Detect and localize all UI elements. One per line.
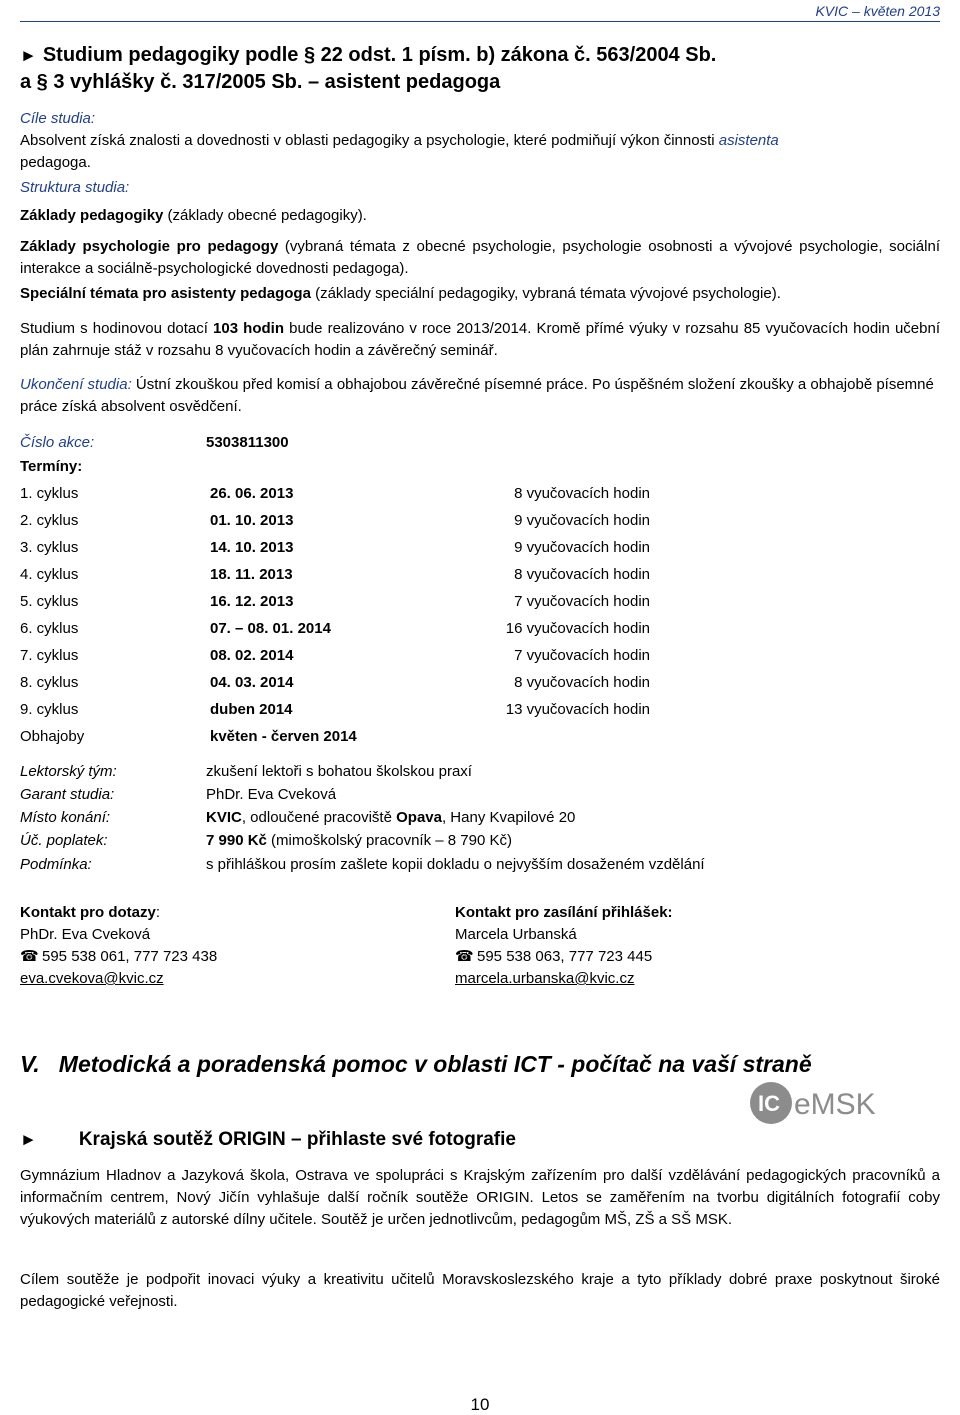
course-heading-line1: ► Studium pedagogiky podle § 22 odst. 1 písm. b) zákona č. 563/2004 Sb. <box>20 44 717 66</box>
term-date: 08. 02. 2014 <box>210 647 294 664</box>
structure-item-1: Základy pedagogiky (základy obecné pedagogiky). <box>20 207 367 224</box>
term-hours: 8 vyučovacích hodin <box>514 566 650 583</box>
contact-inquiries: Kontakt pro dotazy: PhDr. Eva Cveková ☎ 595 538 061, 777 723 438 eva.cvekova@kvic.cz <box>20 904 218 987</box>
detail-row-guarantor: Garant studia: PhDr. Eva Cveková <box>20 786 337 803</box>
competition-paragraph-1: Gymnázium Hladnov a Jazyková škola, Ostrava ve spolupráci s Krajským zařízením pro další vzdělávání pedagogických pracovníků a informačním centrem, Nový Jičín vyhlašuje další ročník soutěže ORIGIN. Letos se zaměřením na tvorbu digitálních fotografií coby výukových materiálů z autorské dílny učitele. Soutěž je určen jednotlivcům, pedagogům MŠ, ZŠ a SŠ MSK. <box>20 1167 940 1228</box>
term-date: duben 2014 <box>210 701 293 718</box>
term-cycle: 3. cyklus <box>20 539 79 556</box>
document-page <box>20 0 940 1415</box>
detail-row-team: Lektorský tým: zkušení lektoři s bohatou školskou praxí <box>20 763 472 780</box>
logo-prefix: IC <box>758 1091 780 1116</box>
competition-paragraph-2: Cílem soutěže je podpořit inovaci výuky a kreativitu učitelů Moravskoslezského kraje a tyto příklady dobré praxe poskytnout široké pedagogické veřejnosti. <box>20 1271 940 1310</box>
term-row <box>20 618 940 640</box>
term-row <box>20 726 940 748</box>
term-hours: 9 vyučovacích hodin <box>514 512 650 529</box>
competition-heading: ► Krajská soutěž ORIGIN – přihlaste své fotografie <box>20 1129 516 1150</box>
term-row <box>20 510 940 532</box>
term-cycle: 9. cyklus <box>20 701 79 718</box>
term-hours: 8 vyučovacích hodin <box>514 674 650 691</box>
terms-label: Termíny: <box>20 458 83 475</box>
term-row <box>20 591 940 613</box>
term-date: 01. 10. 2013 <box>210 512 294 529</box>
page-header: KVIC – květen 2013 <box>815 3 940 19</box>
icemsk-logo <box>748 1080 898 1126</box>
term-row <box>20 564 940 586</box>
term-cycle: 5. cyklus <box>20 593 79 610</box>
telephone-icon: ☎ <box>20 948 39 965</box>
aims-text: Absolvent získá znalosti a dovednosti v oblasti pedagogiky a psychologie, které podmiňují výkon činnosti asistenta pedagoga. <box>20 132 779 171</box>
terms-table <box>20 483 940 753</box>
term-hours: 16 vyučovacích hodin <box>505 620 650 637</box>
logo-text: eMSK <box>794 1088 876 1121</box>
term-row <box>20 699 940 721</box>
section-heading: V. Metodická a poradenská pomoc v oblasti ICT - počítač na vaší straně <box>20 1051 812 1077</box>
details-block <box>20 761 940 881</box>
term-cycle: 1. cyklus <box>20 485 79 502</box>
term-cycle: 6. cyklus <box>20 620 79 637</box>
term-row <box>20 483 940 505</box>
term-hours: 8 vyučovacích hodin <box>514 485 650 502</box>
term-date: 16. 12. 2013 <box>210 593 294 610</box>
structure-item-2: Základy psychologie pro pedagogy (vybraná témata z obecné psychologie, psychologie osobnosti a vývojové psychologie, sociální interakce a sociálně-psychologické dovednosti pedagoga). <box>20 238 940 277</box>
term-date: 04. 03. 2014 <box>210 674 294 691</box>
structure-label: Struktura studia: <box>20 179 130 196</box>
detail-row-place: Místo konání: KVIC, odloučené pracoviště Opava, Hany Kvapilové 20 <box>20 809 576 826</box>
term-cycle: 2. cyklus <box>20 512 79 529</box>
term-date: 26. 06. 2013 <box>210 485 294 502</box>
term-row <box>20 537 940 559</box>
term-hours: 9 vyučovacích hodin <box>514 539 650 556</box>
study-paragraph: Studium s hodinovou dotací 103 hodin bude realizováno v roce 2013/2014. Kromě přímé výuky v rozsahu 85 vyučovacích hodin učební plán zahrnuje stáž v rozsahu 8 vyučovacích hodin a závěrečný seminář. <box>20 320 940 359</box>
detail-row-condition: Podmínka: s přihláškou prosím zašlete kopii dokladu o nejvyšším dosaženém vzdělání <box>20 856 705 873</box>
term-cycle: Obhajoby <box>20 728 85 745</box>
aims-label: Cíle studia: <box>20 110 96 127</box>
telephone-icon: ☎ <box>455 948 474 965</box>
email-link[interactable]: eva.cvekova@kvic.cz <box>20 970 164 987</box>
term-cycle: 8. cyklus <box>20 674 79 691</box>
page-number: 10 <box>470 1395 490 1414</box>
bullet-arrow-icon: ► <box>20 1130 37 1149</box>
action-row: Číslo akce: 5303811300 <box>20 434 289 451</box>
term-row <box>20 645 940 667</box>
bullet-arrow-icon: ► <box>20 46 37 65</box>
detail-row-fee: Úč. poplatek: 7 990 Kč (mimoškolský pracovník – 8 790 Kč) <box>20 832 512 849</box>
term-row <box>20 672 940 694</box>
term-date: květen - červen 2014 <box>210 728 357 745</box>
term-cycle: 7. cyklus <box>20 647 79 664</box>
term-hours: 13 vyučovacích hodin <box>505 701 650 718</box>
course-heading-line2: a § 3 vyhlášky č. 317/2005 Sb. – asistent pedagoga <box>20 71 501 93</box>
contact-applications: Kontakt pro zasílání přihlášek: Marcela Urbanská ☎ 595 538 063, 777 723 445 marcela.urbanska@kvic.cz <box>455 904 673 987</box>
term-date: 18. 11. 2013 <box>210 566 293 583</box>
term-cycle: 4. cyklus <box>20 566 79 583</box>
term-date: 07. – 08. 01. 2014 <box>210 620 331 637</box>
email-link[interactable]: marcela.urbanska@kvic.cz <box>455 970 635 987</box>
term-date: 14. 10. 2013 <box>210 539 294 556</box>
header-rule <box>20 21 940 22</box>
structure-item-3: Speciální témata pro asistenty pedagoga (základy speciální pedagogiky, vybraná témata vývojové psychologie). <box>20 285 781 302</box>
term-hours: 7 vyučovacích hodin <box>514 647 650 664</box>
term-hours: 7 vyučovacích hodin <box>514 593 650 610</box>
end-paragraph: Ukončení studia: Ústní zkouškou před komisí a obhajobou závěrečné písemné práce. Po úspěšném složení zkoušky a obhajobě písemné práce získá absolvent osvědčení. <box>20 376 934 415</box>
course-heading <box>20 42 940 96</box>
